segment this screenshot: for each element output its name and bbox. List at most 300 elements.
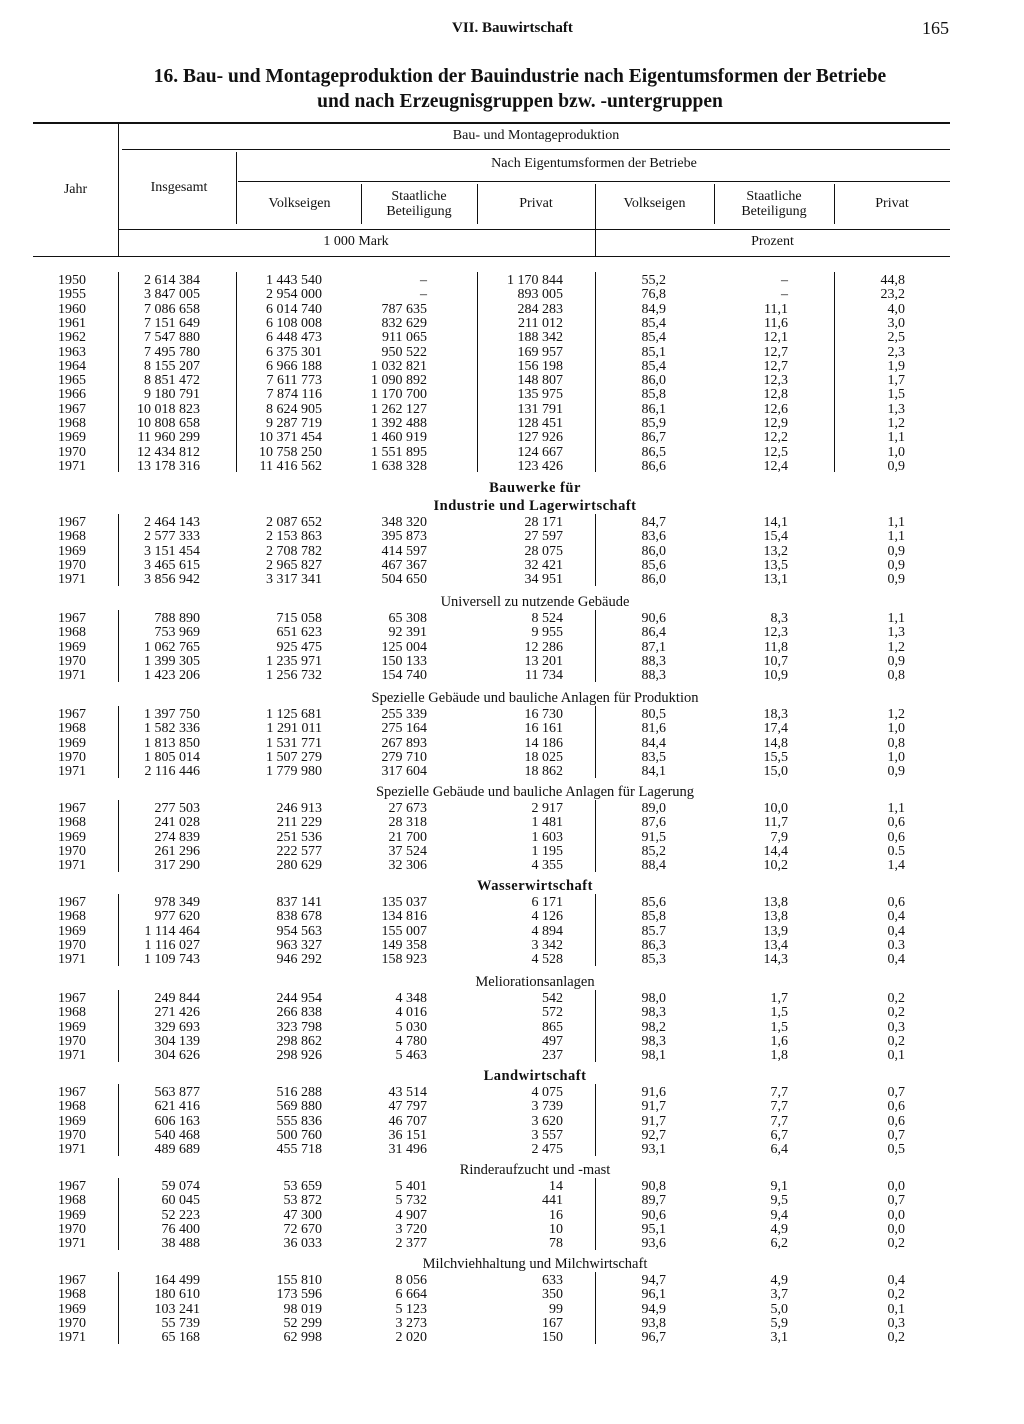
cell-staatliche: 36 151 bbox=[388, 1128, 427, 1143]
cell-year: 1968 bbox=[58, 909, 86, 924]
row-block-divider bbox=[118, 610, 119, 682]
cell-staatliche-pct: 11,8 bbox=[764, 640, 788, 655]
cell-insgesamt: 1 805 014 bbox=[144, 750, 200, 765]
cell-year: 1970 bbox=[58, 938, 86, 953]
cell-privat: 156 198 bbox=[517, 359, 563, 374]
cell-insgesamt: 241 028 bbox=[154, 815, 200, 830]
cell-staatliche: 911 065 bbox=[382, 330, 427, 345]
cell-staatliche-pct: 13,8 bbox=[763, 909, 788, 924]
cell-volkseigen-pct: 93,1 bbox=[641, 1142, 666, 1157]
cell-staatliche-pct: 12,5 bbox=[763, 445, 788, 460]
cell-staatliche: 5 123 bbox=[395, 1302, 427, 1317]
cell-privat-pct: 1,3 bbox=[887, 625, 905, 640]
cell-volkseigen: 6 108 008 bbox=[266, 316, 322, 331]
cell-volkseigen-pct: 91,7 bbox=[641, 1099, 666, 1114]
cell-staatliche-pct: 12,3 bbox=[763, 373, 788, 388]
cell-privat-pct: 1,5 bbox=[887, 387, 905, 402]
cell-staatliche: 31 496 bbox=[388, 1142, 427, 1157]
cell-volkseigen-pct: 85,4 bbox=[641, 330, 666, 345]
cell-year: 1969 bbox=[58, 736, 86, 751]
cell-privat-pct: 4,0 bbox=[887, 302, 905, 317]
cell-privat-pct: 0,9 bbox=[887, 459, 905, 474]
cell-insgesamt: 249 844 bbox=[154, 991, 200, 1006]
cell-privat-pct: 0.3 bbox=[887, 938, 905, 953]
row-block-divider bbox=[477, 990, 478, 1062]
cell-volkseigen: 3 317 341 bbox=[266, 572, 322, 587]
cell-year: 1970 bbox=[58, 1128, 86, 1143]
cell-volkseigen: 173 596 bbox=[276, 1287, 322, 1302]
cell-insgesamt: 3 847 005 bbox=[144, 287, 200, 302]
cell-privat: 4 528 bbox=[531, 952, 563, 967]
cell-volkseigen: 1 507 279 bbox=[266, 750, 322, 765]
cell-staatliche: 135 037 bbox=[381, 895, 427, 910]
row-block-divider bbox=[118, 706, 119, 778]
cell-privat-pct: 44,8 bbox=[880, 273, 905, 288]
cell-year: 1962 bbox=[58, 330, 86, 345]
cell-privat: 167 bbox=[542, 1316, 563, 1331]
cell-privat: 99 bbox=[549, 1302, 563, 1317]
cell-privat: 3 557 bbox=[531, 1128, 563, 1143]
header-privat-pct: Privat bbox=[875, 196, 909, 211]
row-block-divider bbox=[834, 514, 835, 586]
cell-staatliche-pct: 12,7 bbox=[763, 345, 788, 360]
cell-year: 1970 bbox=[58, 844, 86, 859]
cell-privat: 4 126 bbox=[531, 909, 563, 924]
cell-volkseigen-pct: 85,2 bbox=[641, 844, 666, 859]
row-block-divider bbox=[477, 610, 478, 682]
cell-privat: 542 bbox=[542, 991, 563, 1006]
cell-privat: 188 342 bbox=[517, 330, 563, 345]
cell-volkseigen: 837 141 bbox=[276, 895, 322, 910]
cell-privat-pct: 0,5 bbox=[887, 1142, 905, 1157]
cell-staatliche: 1 460 919 bbox=[371, 430, 427, 445]
cell-insgesamt: 2 116 446 bbox=[144, 764, 200, 779]
cell-volkseigen-pct: 95,1 bbox=[641, 1222, 666, 1237]
cell-volkseigen: 963 327 bbox=[276, 938, 322, 953]
cell-privat-pct: 0,6 bbox=[887, 895, 905, 910]
header-staatliche-abs-line1: Staatliche bbox=[391, 189, 447, 204]
cell-privat-pct: 1,7 bbox=[887, 373, 905, 388]
cell-privat-pct: 0,0 bbox=[887, 1179, 905, 1194]
cell-privat-pct: 0,3 bbox=[887, 1316, 905, 1331]
cell-insgesamt: 2 577 333 bbox=[144, 529, 200, 544]
cell-year: 1965 bbox=[58, 373, 86, 388]
cell-staatliche: 65 308 bbox=[388, 611, 427, 626]
cell-privat-pct: 0,2 bbox=[887, 1034, 905, 1049]
cell-year: 1970 bbox=[58, 1222, 86, 1237]
cell-year: 1968 bbox=[58, 625, 86, 640]
cell-volkseigen-pct: 86,3 bbox=[641, 938, 666, 953]
row-block-divider bbox=[834, 272, 835, 472]
row-block-divider bbox=[118, 894, 119, 966]
cell-year: 1967 bbox=[58, 1273, 86, 1288]
cell-volkseigen-pct: 91,6 bbox=[641, 1085, 666, 1100]
cell-staatliche: 1 392 488 bbox=[371, 416, 427, 431]
cell-staatliche: 28 318 bbox=[388, 815, 427, 830]
cell-volkseigen: 6 966 188 bbox=[266, 359, 322, 374]
cell-volkseigen-pct: 85,9 bbox=[641, 416, 666, 431]
cell-year: 1967 bbox=[58, 1179, 86, 1194]
row-block-divider bbox=[834, 706, 835, 778]
cell-privat: 572 bbox=[542, 1005, 563, 1020]
cell-volkseigen: 838 678 bbox=[276, 909, 322, 924]
cell-volkseigen-pct: 80,5 bbox=[641, 707, 666, 722]
header-unit-prozent: Prozent bbox=[751, 234, 794, 249]
table-title-line-2: und nach Erzeugnisgruppen bzw. -untergruppen bbox=[317, 91, 723, 112]
cell-staatliche-pct: 14,4 bbox=[763, 844, 788, 859]
cell-privat: 1 170 844 bbox=[507, 273, 563, 288]
cell-year: 1970 bbox=[58, 558, 86, 573]
cell-staatliche: 267 893 bbox=[381, 736, 427, 751]
section-title: Spezielle Gebäude und bauliche Anlagen für Produktion bbox=[371, 690, 699, 706]
cell-staatliche-pct: 12,1 bbox=[763, 330, 788, 345]
header-insgesamt: Insgesamt bbox=[150, 180, 208, 195]
cell-privat: 18 862 bbox=[524, 764, 563, 779]
row-block-divider bbox=[118, 1178, 119, 1250]
header-privat-abs: Privat bbox=[519, 196, 553, 211]
cell-year: 1969 bbox=[58, 1020, 86, 1035]
cell-privat: 32 421 bbox=[524, 558, 563, 573]
cell-privat: 14 bbox=[549, 1179, 563, 1194]
cell-volkseigen: 98 019 bbox=[283, 1302, 322, 1317]
cell-staatliche-pct: 4,9 bbox=[770, 1273, 788, 1288]
cell-staatliche: 2 377 bbox=[395, 1236, 427, 1251]
cell-staatliche-pct: 9,4 bbox=[770, 1208, 788, 1223]
cell-staatliche-pct: 11,6 bbox=[764, 316, 788, 331]
cell-year: 1969 bbox=[58, 924, 86, 939]
cell-privat-pct: 0,0 bbox=[887, 1222, 905, 1237]
cell-insgesamt: 1 399 305 bbox=[144, 654, 200, 669]
cell-staatliche-pct: 12,3 bbox=[763, 625, 788, 640]
cell-volkseigen: 298 926 bbox=[276, 1048, 322, 1063]
cell-volkseigen-pct: 87,6 bbox=[641, 815, 666, 830]
cell-staatliche-pct: 15,5 bbox=[763, 750, 788, 765]
cell-staatliche: 1 551 895 bbox=[371, 445, 427, 460]
row-block-divider bbox=[595, 990, 596, 1062]
cell-privat: 211 012 bbox=[518, 316, 563, 331]
cell-volkseigen-pct: 85,1 bbox=[641, 345, 666, 360]
cell-insgesamt: 103 241 bbox=[154, 1302, 200, 1317]
section-title-line2: Industrie und Lagerwirtschaft bbox=[433, 498, 637, 514]
cell-year: 1970 bbox=[58, 1034, 86, 1049]
cell-staatliche-pct: 9,5 bbox=[770, 1193, 788, 1208]
row-block-divider bbox=[834, 1084, 835, 1156]
cell-volkseigen: 954 563 bbox=[276, 924, 322, 939]
cell-privat: 893 005 bbox=[517, 287, 563, 302]
row-block-divider bbox=[236, 610, 237, 682]
cell-insgesamt: 563 877 bbox=[154, 1085, 200, 1100]
row-block-divider bbox=[118, 990, 119, 1062]
row-block-divider bbox=[236, 272, 237, 472]
row-block-divider bbox=[236, 706, 237, 778]
cell-year: 1971 bbox=[58, 1330, 86, 1345]
row-block-divider bbox=[595, 1272, 596, 1344]
cell-staatliche: 8 056 bbox=[395, 1273, 427, 1288]
cell-volkseigen: 455 718 bbox=[276, 1142, 322, 1157]
cell-insgesamt: 7 086 658 bbox=[144, 302, 200, 317]
cell-volkseigen: 2 965 827 bbox=[266, 558, 322, 573]
cell-year: 1967 bbox=[58, 515, 86, 530]
cell-privat-pct: 0,7 bbox=[887, 1128, 905, 1143]
cell-staatliche-pct: 15,0 bbox=[763, 764, 788, 779]
cell-insgesamt: 164 499 bbox=[154, 1273, 200, 1288]
cell-privat: 441 bbox=[542, 1193, 563, 1208]
row-block-divider bbox=[595, 800, 596, 872]
cell-volkseigen-pct: 98,0 bbox=[641, 991, 666, 1006]
cell-insgesamt: 10 018 823 bbox=[137, 402, 200, 417]
cell-volkseigen: 8 624 905 bbox=[266, 402, 322, 417]
cell-privat: 27 597 bbox=[524, 529, 563, 544]
cell-volkseigen-pct: 90,6 bbox=[641, 1208, 666, 1223]
cell-staatliche: 279 710 bbox=[381, 750, 427, 765]
cell-year: 1968 bbox=[58, 1287, 86, 1302]
cell-insgesamt: 1 116 027 bbox=[144, 938, 200, 953]
cell-insgesamt: 261 296 bbox=[154, 844, 200, 859]
cell-volkseigen: 6 375 301 bbox=[266, 345, 322, 360]
cell-staatliche: 1 262 127 bbox=[371, 402, 427, 417]
cell-volkseigen-pct: 84,1 bbox=[641, 764, 666, 779]
cell-staatliche: 255 339 bbox=[381, 707, 427, 722]
cell-year: 1970 bbox=[58, 445, 86, 460]
cell-privat-pct: 0,9 bbox=[887, 654, 905, 669]
cell-staatliche: 5 463 bbox=[395, 1048, 427, 1063]
cell-insgesamt: 76 400 bbox=[161, 1222, 200, 1237]
cell-volkseigen-pct: 96,1 bbox=[641, 1287, 666, 1302]
cell-volkseigen: 246 913 bbox=[276, 801, 322, 816]
row-block-divider bbox=[477, 800, 478, 872]
cell-privat-pct: 0,3 bbox=[887, 1020, 905, 1035]
cell-year: 1967 bbox=[58, 801, 86, 816]
cell-privat-pct: 0,6 bbox=[887, 815, 905, 830]
cell-insgesamt: 977 620 bbox=[154, 909, 200, 924]
cell-staatliche-pct: 13,9 bbox=[763, 924, 788, 939]
cell-staatliche-pct: 7,9 bbox=[770, 830, 788, 845]
cell-volkseigen-pct: 86,4 bbox=[641, 625, 666, 640]
cell-insgesamt: 8 851 472 bbox=[144, 373, 200, 388]
cell-volkseigen: 715 058 bbox=[276, 611, 322, 626]
cell-insgesamt: 1 397 750 bbox=[144, 707, 200, 722]
cell-staatliche-pct: 11,7 bbox=[764, 815, 788, 830]
cell-insgesamt: 978 349 bbox=[154, 895, 200, 910]
cell-year: 1950 bbox=[58, 273, 86, 288]
cell-year: 1969 bbox=[58, 1208, 86, 1223]
cell-year: 1967 bbox=[58, 991, 86, 1006]
cell-staatliche: 3 720 bbox=[395, 1222, 427, 1237]
cell-staatliche-pct: 3,1 bbox=[770, 1330, 788, 1345]
cell-volkseigen-pct: 96,7 bbox=[641, 1330, 666, 1345]
cell-insgesamt: 271 426 bbox=[154, 1005, 200, 1020]
cell-volkseigen: 10 758 250 bbox=[259, 445, 322, 460]
row-block-divider bbox=[236, 1084, 237, 1156]
cell-privat: 16 bbox=[549, 1208, 563, 1223]
cell-privat-pct: 2,5 bbox=[887, 330, 905, 345]
cell-staatliche-pct: 12,9 bbox=[763, 416, 788, 431]
cell-staatliche-pct: 10,9 bbox=[763, 668, 788, 683]
cell-privat: 350 bbox=[542, 1287, 563, 1302]
cell-privat: 865 bbox=[542, 1020, 563, 1035]
cell-insgesamt: 7 151 649 bbox=[144, 316, 200, 331]
cell-year: 1968 bbox=[58, 1005, 86, 1020]
cell-staatliche-pct: 6,2 bbox=[770, 1236, 788, 1251]
cell-insgesamt: 65 168 bbox=[161, 1330, 200, 1345]
cell-volkseigen: 222 577 bbox=[276, 844, 322, 859]
cell-volkseigen-pct: 92,7 bbox=[641, 1128, 666, 1143]
cell-year: 1971 bbox=[58, 572, 86, 587]
section-title: Meliorationsanlagen bbox=[475, 974, 595, 990]
cell-volkseigen-pct: 85,3 bbox=[641, 952, 666, 967]
cell-volkseigen: 11 416 562 bbox=[259, 459, 322, 474]
row-block-divider bbox=[595, 610, 596, 682]
cell-staatliche: – bbox=[420, 273, 427, 288]
cell-year: 1969 bbox=[58, 640, 86, 655]
header-staatliche-pct-line2: Beteiligung bbox=[741, 204, 807, 219]
cell-year: 1967 bbox=[58, 707, 86, 722]
cell-year: 1969 bbox=[58, 830, 86, 845]
cell-staatliche: 154 740 bbox=[381, 668, 427, 683]
cell-year: 1971 bbox=[58, 459, 86, 474]
cell-insgesamt: 1 813 850 bbox=[144, 736, 200, 751]
cell-privat-pct: 0,4 bbox=[887, 909, 905, 924]
section-title: Spezielle Gebäude und bauliche Anlagen für Lagerung bbox=[375, 784, 695, 800]
cell-privat: 497 bbox=[542, 1034, 563, 1049]
cell-volkseigen: 2 153 863 bbox=[266, 529, 322, 544]
cell-year: 1968 bbox=[58, 1099, 86, 1114]
cell-volkseigen-pct: 93,8 bbox=[641, 1316, 666, 1331]
row-block-divider bbox=[118, 1084, 119, 1156]
row-block-divider bbox=[834, 894, 835, 966]
cell-insgesamt: 753 969 bbox=[154, 625, 200, 640]
cell-year: 1971 bbox=[58, 858, 86, 873]
cell-privat-pct: 1,0 bbox=[887, 750, 905, 765]
cell-insgesamt: 606 163 bbox=[154, 1114, 200, 1129]
cell-privat-pct: 2,3 bbox=[887, 345, 905, 360]
cell-privat-pct: 0,8 bbox=[887, 736, 905, 751]
cell-staatliche-pct: 13,8 bbox=[763, 895, 788, 910]
cell-volkseigen-pct: 86,5 bbox=[641, 445, 666, 460]
cell-staatliche: 787 635 bbox=[381, 302, 427, 317]
table-title-line-1: 16. Bau- und Montageproduktion der Bauindustrie nach Eigentumsformen der Betriebe bbox=[153, 66, 887, 87]
cell-volkseigen: 946 292 bbox=[276, 952, 322, 967]
cell-privat-pct: 0,0 bbox=[887, 1208, 905, 1223]
cell-privat-pct: 0,4 bbox=[887, 924, 905, 939]
cell-privat: 150 bbox=[542, 1330, 563, 1345]
cell-privat-pct: 0,8 bbox=[887, 668, 905, 683]
row-block-divider bbox=[118, 1272, 119, 1344]
cell-staatliche-pct: 10,0 bbox=[763, 801, 788, 816]
cell-privat: 3 620 bbox=[531, 1114, 563, 1129]
cell-volkseigen-pct: 84,9 bbox=[641, 302, 666, 317]
cell-insgesamt: 8 155 207 bbox=[144, 359, 200, 374]
cell-insgesamt: 3 151 454 bbox=[144, 544, 200, 559]
cell-privat: 237 bbox=[542, 1048, 563, 1063]
row-block-divider bbox=[834, 1272, 835, 1344]
cell-volkseigen: 1 256 732 bbox=[266, 668, 322, 683]
cell-staatliche: 5 030 bbox=[395, 1020, 427, 1035]
cell-year: 1969 bbox=[58, 430, 86, 445]
cell-volkseigen: 7 874 116 bbox=[266, 387, 322, 402]
cell-privat: 28 075 bbox=[524, 544, 563, 559]
cell-insgesamt: 1 062 765 bbox=[144, 640, 200, 655]
cell-staatliche-pct: 11,1 bbox=[764, 302, 788, 317]
cell-staatliche: 1 170 700 bbox=[371, 387, 427, 402]
cell-volkseigen: 9 287 719 bbox=[266, 416, 322, 431]
cell-staatliche-pct: 5,0 bbox=[770, 1302, 788, 1317]
row-block-divider bbox=[595, 1084, 596, 1156]
row-block-divider bbox=[595, 706, 596, 778]
cell-year: 1968 bbox=[58, 1193, 86, 1208]
cell-staatliche-pct: 7,7 bbox=[770, 1099, 788, 1114]
row-block-divider bbox=[236, 894, 237, 966]
cell-privat-pct: 0,1 bbox=[887, 1048, 905, 1063]
cell-privat-pct: 1,2 bbox=[887, 707, 905, 722]
cell-privat: 1 603 bbox=[531, 830, 563, 845]
cell-staatliche-pct: 7,7 bbox=[770, 1085, 788, 1100]
cell-staatliche: 950 522 bbox=[381, 345, 427, 360]
cell-year: 1967 bbox=[58, 895, 86, 910]
cell-year: 1969 bbox=[58, 1114, 86, 1129]
row-block-divider bbox=[236, 1178, 237, 1250]
cell-staatliche-pct: 12,7 bbox=[763, 359, 788, 374]
cell-volkseigen-pct: 85,6 bbox=[641, 558, 666, 573]
cell-staatliche-pct: – bbox=[781, 273, 788, 288]
cell-staatliche: 5 732 bbox=[395, 1193, 427, 1208]
row-block-divider bbox=[477, 706, 478, 778]
row-block-divider bbox=[236, 990, 237, 1062]
cell-volkseigen-pct: 86,0 bbox=[641, 544, 666, 559]
row-block-divider bbox=[834, 990, 835, 1062]
header-bau-montage: Bau- und Montageproduktion bbox=[452, 128, 620, 143]
cell-insgesamt: 3 465 615 bbox=[144, 558, 200, 573]
cell-insgesamt: 329 693 bbox=[154, 1020, 200, 1035]
header-jahr: Jahr bbox=[63, 182, 88, 197]
cell-staatliche: 150 133 bbox=[381, 654, 427, 669]
cell-insgesamt: 60 045 bbox=[161, 1193, 200, 1208]
cell-privat: 127 926 bbox=[517, 430, 563, 445]
cell-staatliche-pct: 1,6 bbox=[770, 1034, 788, 1049]
cell-privat: 128 451 bbox=[517, 416, 563, 431]
cell-volkseigen: 244 954 bbox=[276, 991, 322, 1006]
cell-year: 1967 bbox=[58, 611, 86, 626]
cell-volkseigen-pct: 86,7 bbox=[641, 430, 666, 445]
cell-privat: 78 bbox=[549, 1236, 563, 1251]
cell-privat: 11 734 bbox=[525, 668, 563, 683]
cell-volkseigen: 500 760 bbox=[276, 1128, 322, 1143]
cell-insgesamt: 9 180 791 bbox=[144, 387, 200, 402]
cell-insgesamt: 38 488 bbox=[161, 1236, 200, 1251]
cell-staatliche: 47 797 bbox=[388, 1099, 427, 1114]
cell-staatliche: 158 923 bbox=[381, 952, 427, 967]
cell-insgesamt: 621 416 bbox=[154, 1099, 200, 1114]
cell-privat: 6 171 bbox=[531, 895, 563, 910]
cell-volkseigen: 1 779 980 bbox=[266, 764, 322, 779]
cell-volkseigen-pct: 85,8 bbox=[641, 909, 666, 924]
cell-staatliche: 5 401 bbox=[395, 1179, 427, 1194]
cell-privat-pct: 0,6 bbox=[887, 830, 905, 845]
cell-insgesamt: 2 464 143 bbox=[144, 515, 200, 530]
cell-insgesamt: 274 839 bbox=[154, 830, 200, 845]
cell-volkseigen-pct: 86,1 bbox=[641, 402, 666, 417]
cell-volkseigen: 925 475 bbox=[276, 640, 322, 655]
cell-volkseigen-pct: 87,1 bbox=[641, 640, 666, 655]
row-block-divider bbox=[477, 1272, 478, 1344]
cell-insgesamt: 540 468 bbox=[154, 1128, 200, 1143]
cell-staatliche-pct: 12,4 bbox=[763, 459, 788, 474]
cell-privat: 28 171 bbox=[524, 515, 563, 530]
cell-insgesamt: 277 503 bbox=[154, 801, 200, 816]
cell-staatliche-pct: 12,6 bbox=[763, 402, 788, 417]
cell-privat-pct: 0,9 bbox=[887, 764, 905, 779]
cell-insgesamt: 10 808 658 bbox=[137, 416, 200, 431]
